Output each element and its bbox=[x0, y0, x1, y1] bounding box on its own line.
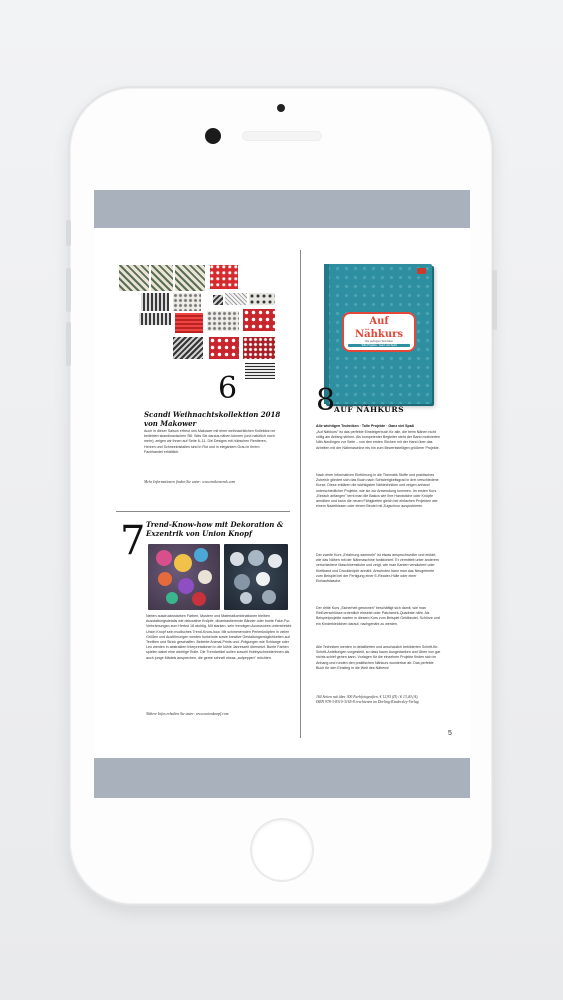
article-6-footer: Mehr Informationen finden Sie unter: www.makoweruk.com bbox=[144, 480, 236, 484]
article-8-body-4: Der dritte Kurs „Sicherheit gewinnen" beschäftigt sich damit, wie man Reißverschlüsse ordentlich einsetzt oder Patchwork-Quadrate näht. Als Beispielprojekte warten in diesem Kurs zum Beispiel Geldbeutel, Schürze und ein Kinderkleidchen darauf, nachgenäht zu werden. bbox=[316, 606, 440, 626]
screen bbox=[94, 190, 470, 798]
article-7-footer: Nähere Infos erhalten Sie unter: www.unionknopf.com bbox=[146, 712, 229, 716]
publisher-logo-icon bbox=[417, 268, 426, 274]
article-6-number: 6 bbox=[218, 371, 238, 406]
article-8-body-1: „Auf Nähkurs" ist das perfekte Einsteigerbuch für alle, die beim Nähen nicht völlig am Anfang stehen. Als kompetenter Begleiter steht der Band motivierten Näh-Neulingen zur Seite – von den ersten Stichen mit der Hand über das Arbeiten mit der Nähmaschine bis hin zum Bewerkstelligen größerer Projekte. bbox=[316, 430, 441, 450]
buttons-photo-right bbox=[224, 544, 288, 610]
viewer-bottom-bar bbox=[94, 758, 470, 798]
section-divider bbox=[116, 511, 290, 512]
earpiece-speaker bbox=[242, 131, 322, 141]
mute-switch[interactable] bbox=[66, 220, 71, 246]
front-camera-icon bbox=[205, 128, 221, 144]
volume-up-button[interactable] bbox=[66, 268, 71, 312]
article-8-body-2: Nach einer informativen Einführung in die Thematik Stoffe und praktisches Zubehör gliedert sich das Buch nach Schwierigkeitsgrad in drei verschiedene Kurse. Diese erklären die wichtigsten Nähtechniken und zeigen anhand unterschiedlicher Projekte, wie sie zur Anwendung kommen. Im ersten Kurs „Einfach anfangen" lernt man die Basics wie Ihre Handstiche oder Knöpfe annähen und kann die neuen Fähigkeiten gleich bei einfachen Projekten wie einem Nadelkissen oder einem Beutel mit Zugschnur ausprobieren. bbox=[316, 473, 439, 509]
book-cover-image bbox=[324, 264, 432, 404]
book-title-line1: Auf bbox=[369, 316, 389, 327]
proximity-sensor bbox=[277, 104, 285, 112]
article-8-body-5: Alle Techniken werden in detaillierten und anschaulich bebilderten Schritt-für-Schritt-Anleitungen vorgestellt, so dass kaum Ausgedanken und Üben von gar nichts schief gehen kann. Vorlagen für die einzelnen Projekte finden sich im Anhang und runden den praktischen Nähkurs wunderbar ab. Das perfekte Buch für den Einstieg in die Welt des Nähens! bbox=[316, 645, 441, 670]
article-6-title: Scandi Weihnachtskollektion 2018 von Makower bbox=[144, 410, 281, 428]
article-6-body: Auch in dieser Saison erfreut uns Makower mit einer weihnachtlichen Kollektion im beliebten skandinavischen Stil. Was Sie daraus nähen können (und natürlich noch mehr), zeigen wir Ihnen auf Seite 6–11. Die Designs mit hübschen Rentieren, Herzen und Schneekristallen sind in Rot und in elegantem Grau in Ihrem Fachhandel erhältlich. bbox=[144, 429, 276, 454]
magazine-page bbox=[94, 228, 470, 758]
home-button[interactable] bbox=[252, 820, 312, 880]
viewer-top-bar bbox=[94, 190, 470, 228]
column-divider bbox=[300, 250, 301, 738]
power-button[interactable] bbox=[492, 270, 497, 330]
article-7-body: Neben ausdrucksstarken Farben, Mustern und Materialkombinationen bleiben Ausstattungsdetails wie dekorative Knöpfe, dicantrastierende Bänder oder bunte Fake-Fur-Verbrämungen zum Herbst 18 wichtig. Mit starken, sehr trendigen Accessoires unterstreicht Union Knopf sein modisches Trend-Know-how. Mit schimmernden Perlenknöpfen in vielen Größen und Ausführungen werden funkelnde sowie kreative Gestaltungsmöglichkeiten auf Textilien und Strick geschaffen. Beliebte Animal-Prints und -Prägungen wie Schlange oder Leo werden in abstrakten Interpretationen in die kühle Jahreszeit übersetzt. Bunte Farben spielen dabei eine wichtige Rolle. Die Trendartikel sollen sowohl Hobbyschneiderinnen als auch junge Mädels ansprechen, die gerne schnell etwas „aufpeppen" möchten. bbox=[146, 614, 292, 660]
article-7-title: Trend-Know-how mit Dekoration & Exzentrik von Union Knopf bbox=[146, 520, 284, 538]
volume-down-button[interactable] bbox=[66, 322, 71, 366]
page-number: 5 bbox=[448, 730, 452, 737]
buttons-photo-left bbox=[148, 544, 220, 610]
article-8-subtitle: Alle wichtigen Techniken · Tolle Projekte · Ganz viel Spaß bbox=[316, 424, 414, 428]
article-8-body-3: Der zweite Kurs „Erfahrung sammeln" ist etwas anspruchsvoller und erklärt, wie das Nähen mit der Nähmaschine funktioniert. Er vermittelt unter anderem verschiedene Maschinenstiche und zeigt, wie man Kanten versäubert oder Klettband und Druckknöpfe annäht. Anwenden kann man das Neugelernte zum Beispiel bei der Fertigung einer E-Reader-Hülle oder einer Einkaufstasche. bbox=[316, 553, 439, 584]
article-8-footer: 160 Seiten mit über 300 Farbfotografien, € 12,95 (D) / € 13,40 (A), ISBN 978-3-8310-3165-8 erschienen im Dorling-Kindersley-Verlag bbox=[316, 695, 419, 705]
book-tagline2: Tolle Projekte · Ganz viel Spaß bbox=[348, 344, 410, 347]
book-tagline: Alle wichtigen Techniken bbox=[364, 340, 394, 343]
article-7-number: 7 bbox=[120, 518, 146, 564]
article-8-title: AUF NÄHKURS bbox=[334, 405, 404, 414]
book-title-line2: Nähkurs bbox=[355, 329, 403, 340]
article-8-number: 8 bbox=[316, 383, 336, 418]
